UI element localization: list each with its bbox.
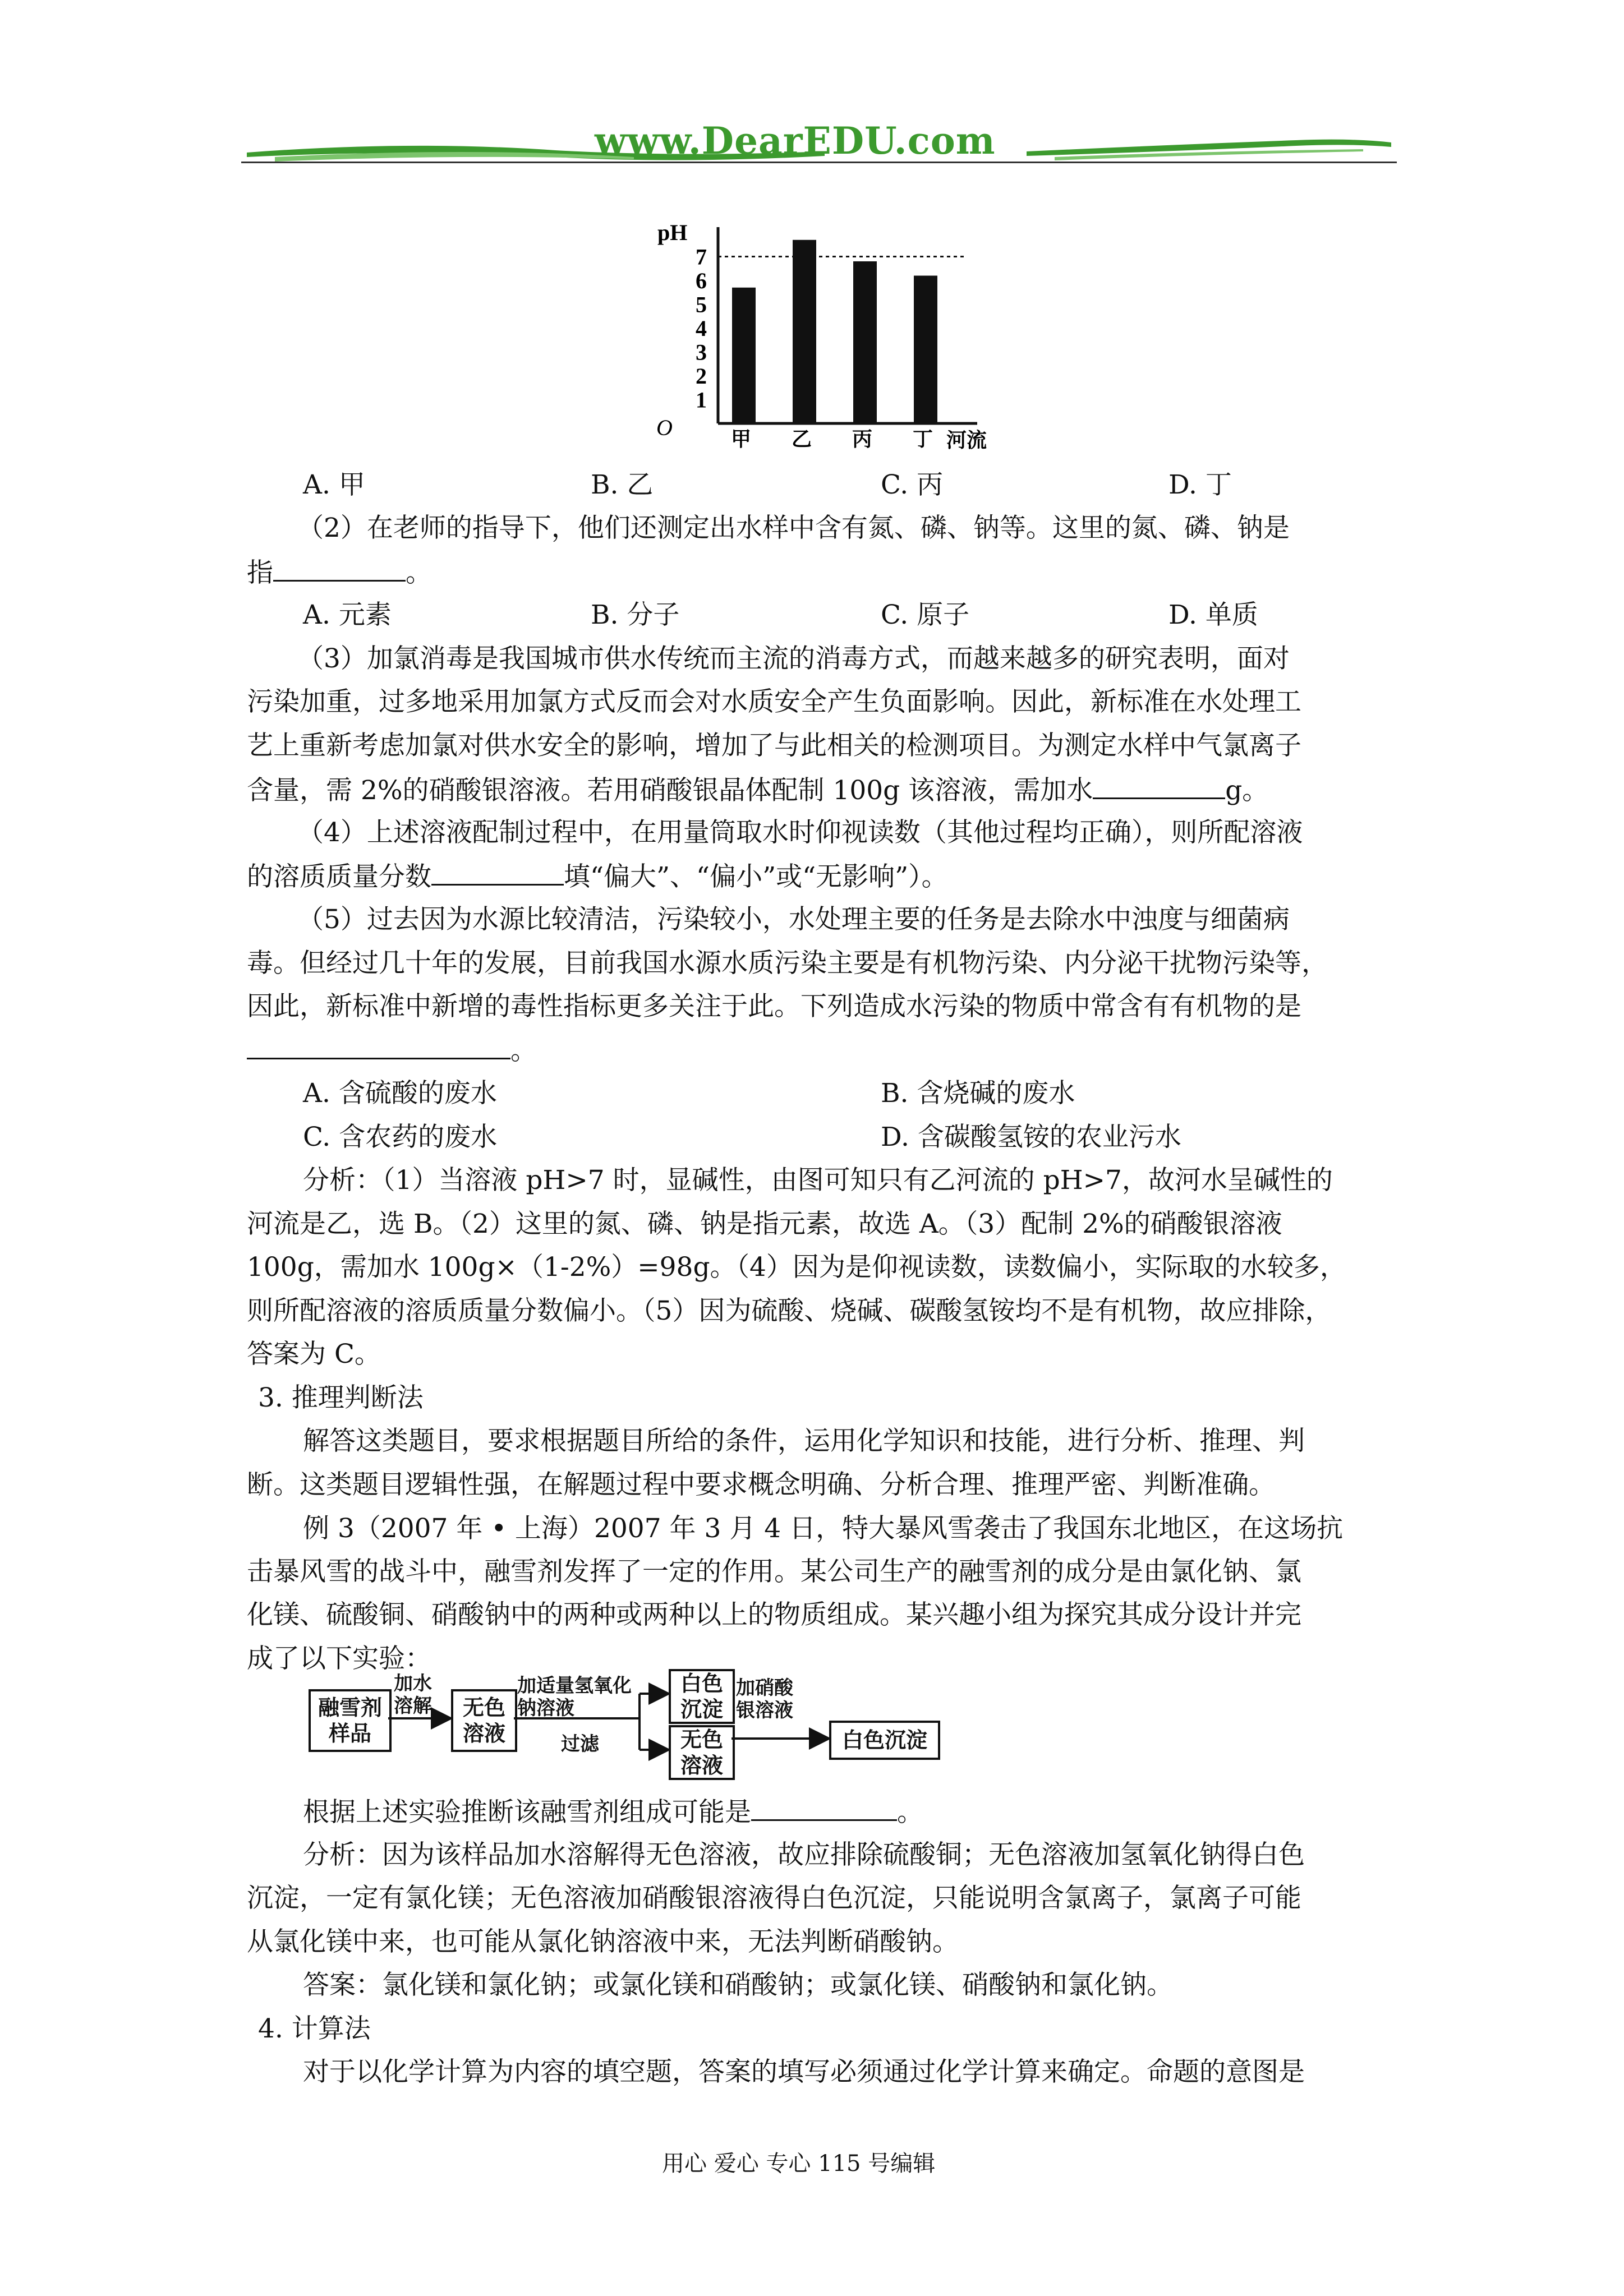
example-3-line-2: 击暴风雪的战斗中，融雪剂发挥了一定的作用。某公司生产的融雪剂的成分是由氯化钠、氯	[247, 1556, 1301, 1587]
q2-option-c: C. 原子	[881, 600, 970, 630]
bar-甲	[732, 288, 756, 423]
q2-suffix: 。	[406, 557, 432, 588]
x-tick-label: 丙	[852, 428, 873, 450]
bar-丙	[853, 261, 877, 423]
q4-line-1: （4）上述溶液配制过程中，在用量筒取水时仰视读数（其他过程均正确），则所配溶液	[297, 817, 1303, 848]
flow-solution1-box: 无色 溶液	[451, 1689, 517, 1752]
example-3-question	[303, 1795, 923, 1829]
page-footer: 用心 爱心 专心 115 号编辑	[662, 2151, 936, 2177]
q4-line-2	[247, 859, 948, 894]
section-3-title: 3. 推理判断法	[258, 1382, 424, 1413]
q1-option-b: B. 乙	[591, 469, 654, 500]
q3-prefix: 含量，需 2%的硝酸银溶液。若用硝酸银晶体配制 100g 该溶液，需加水	[247, 775, 1093, 806]
x-tick-label: 丁	[913, 428, 933, 450]
q2-option-d: D. 单质	[1168, 600, 1258, 630]
q3-answer-blank	[1093, 773, 1225, 799]
q2-text-cont	[247, 555, 432, 590]
analysis-1-line-3: 100g，需加水 100g×（1-2%）=98g。（4）因为是仰视读数，读数偏小，实际取的水较多，	[247, 1252, 1346, 1283]
y-tick-label: 6	[696, 268, 707, 293]
q2-option-b: B. 分子	[591, 600, 680, 630]
q5-answer-blank	[247, 1033, 510, 1059]
bar-乙	[793, 240, 816, 423]
section-4-body: 对于以化学计算为内容的填空题，答案的填写必须通过化学计算来确定。命题的意图是	[303, 2057, 1305, 2087]
q5-option-c: C. 含农药的废水	[303, 1122, 498, 1152]
flow-solution2-box: 无色 溶液	[669, 1725, 735, 1780]
q2-prefix: 指	[247, 557, 273, 588]
example-3-question-suffix: 。	[897, 1797, 923, 1828]
q3-line-2: 污染加重，过多地采用加氯方式反而会对水质安全产生负面影响。因此，新标准在水处理工	[247, 686, 1301, 717]
q1-option-a: A. 甲	[303, 469, 365, 500]
flow-precipitate1-box: 白色 沉淀	[669, 1669, 735, 1724]
y-tick-label: 5	[696, 292, 707, 317]
example-3-line-3: 化镁、硫酸铜、硝酸钠中的两种或两种以上的物质组成。某兴趣小组为探究其成分设计并完	[247, 1599, 1301, 1630]
q5-line-4	[247, 1033, 537, 1068]
q2-answer-blank	[273, 555, 406, 582]
flow-precipitate2-box: 白色沉淀	[829, 1721, 940, 1760]
bar-丁	[914, 276, 937, 424]
y-tick-label: 2	[696, 363, 707, 389]
flow-sample-box: 融雪剂 样品	[309, 1689, 392, 1752]
q3-suffix: g。	[1225, 775, 1269, 806]
analysis-1-line-4: 则所配溶液的溶质质量分数偏小。（5）因为硫酸、烧碱、碳酸氢铵均不是有机物，故应排除，	[247, 1295, 1332, 1326]
q5-line-3: 因此，新标准中新增的毒性指标更多关注于此。下列造成水污染的物质中常含有有机物的是	[247, 991, 1301, 1022]
flow-filter-label: 过滤	[561, 1733, 599, 1755]
ph-bar-chart	[645, 213, 993, 454]
analysis-3-line-1: 分析：因为该样品加水溶解得无色溶液，故应排除硫酸铜；无色溶液加氢氧化钠得白色	[303, 1839, 1305, 1870]
analysis-1-line-1: 分析：（1）当溶液 pH>7 时，显碱性，由图可知只有乙河流的 pH>7，故河水呈碱性的	[303, 1165, 1333, 1196]
y-axis-label: pH	[657, 220, 688, 245]
section-4-title: 4. 计算法	[258, 2013, 371, 2044]
q5-option-a: A. 含硫酸的废水	[303, 1078, 497, 1109]
analysis-3-line-2: 沉淀，一定有氯化镁；无色溶液加硝酸银溶液得白色沉淀，只能说明含氯离子，氯离子可能	[247, 1883, 1301, 1914]
flow-step2-label: 加适量氢氧化 钠溶液	[517, 1675, 632, 1719]
x-tick-label: 乙	[792, 428, 812, 450]
y-tick-label: 7	[696, 244, 707, 270]
q5-option-b: B. 含烧碱的废水	[881, 1078, 1075, 1109]
q1-option-d: D. 丁	[1168, 469, 1232, 500]
section-3-body-2: 断。这类题目逻辑性强，在解题过程中要求概念明确、分析合理、推理严密、判断准确。	[247, 1469, 1275, 1500]
flow-step3-label: 加硝酸 银溶液	[736, 1677, 793, 1722]
q5-line-1: （5）过去因为水源比较清洁，污染较小，水处理主要的任务是去除水中浊度与细菌病	[297, 904, 1290, 935]
example-3-question-text: 根据上述实验推断该融雪剂组成可能是	[303, 1797, 751, 1828]
q4-prefix: 的溶质质量分数	[247, 861, 431, 892]
q3-line-3: 艺上重新考虑加氯对供水安全的影响，增加了与此相关的检测项目。为测定水样中气氯离子	[247, 730, 1301, 761]
example-3-line-4: 成了以下实验：	[247, 1643, 431, 1674]
example-3-line-1: 例 3（2007 年 • 上海）2007 年 3 月 4 日，特大暴风雪袭击了我国东北地区，在这场抗	[303, 1513, 1344, 1544]
example-3-answer-blank	[751, 1795, 897, 1821]
x-axis-label: 河流	[946, 429, 987, 451]
q5-option-d: D. 含碳酸氢铵的农业污水	[881, 1122, 1181, 1152]
answer-3: 答案：氯化镁和氯化钠；或氯化镁和硝酸钠；或氯化镁、硝酸钠和氯化钠。	[303, 1970, 1173, 2000]
analysis-1-line-5: 答案为 C。	[247, 1339, 381, 1370]
q3-line-1: （3）加氯消毒是我国城市供水传统而主流的消毒方式，而越来越多的研究表明，面对	[297, 643, 1290, 674]
q5-line-2: 毒。但经过几十年的发展，目前我国水源水质污染主要是有机物污染、内分泌干扰物污染等，	[247, 948, 1328, 979]
q2-option-a: A. 元素	[303, 600, 392, 630]
flow-step1-label: 加水 溶解	[394, 1672, 432, 1717]
analysis-3-line-3: 从氯化镁中来，也可能从氯化钠溶液中来，无法判断硝酸钠。	[247, 1926, 959, 1957]
q1-option-c: C. 丙	[881, 469, 944, 500]
analysis-1-line-2: 河流是乙，选 B。（2）这里的氮、磷、钠是指元素，故选 A。（3）配制 2%的硝酸银溶液	[247, 1209, 1282, 1239]
section-3-body-1: 解答这类题目，要求根据题目所给的条件，运用化学知识和技能，进行分析、推理、判	[303, 1426, 1305, 1456]
site-logo-text: www.DearEDU.com	[595, 119, 996, 163]
origin-label: O	[656, 415, 673, 440]
q3-line-4	[247, 773, 1268, 808]
q4-answer-blank	[431, 859, 564, 886]
q5-suffix: 。	[510, 1035, 537, 1066]
y-tick-label: 1	[696, 387, 707, 413]
y-tick-label: 4	[696, 316, 707, 341]
x-tick-label: 甲	[731, 428, 752, 450]
q2-text: （2）在老师的指导下，他们还测定出水样中含有氮、磷、钠等。这里的氮、磷、钠是	[297, 513, 1290, 543]
q4-suffix: 填“偏大”、“偏小”或“无影响”）。	[564, 861, 948, 892]
y-tick-label: 3	[696, 339, 707, 365]
flow-arrows	[303, 1660, 942, 1783]
